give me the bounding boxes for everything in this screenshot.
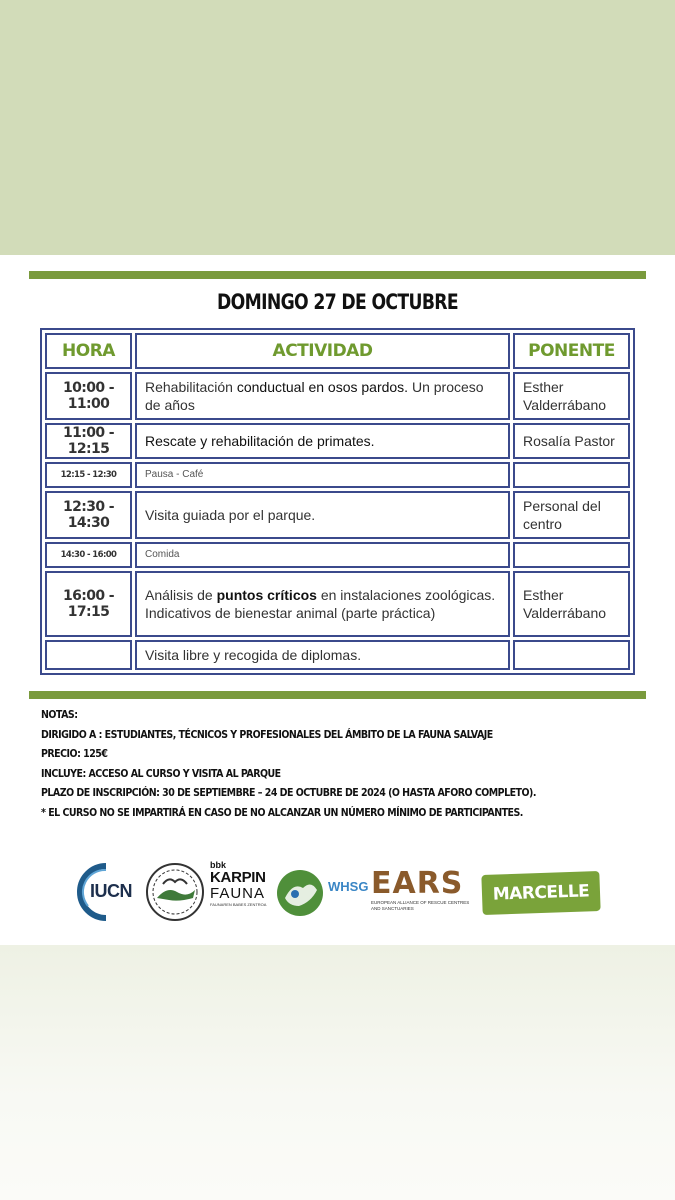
row-ponente: Rosalía Pastor [513, 423, 630, 459]
notes-dirigido: DIRIGIDO A : ESTUDIANTES, TÉCNICOS Y PROFESIONALES DEL ÁMBITO DE LA FAUNA SALVAJE [41, 727, 493, 741]
notes-label: NOTAS: [41, 708, 78, 721]
row-hora [45, 640, 132, 670]
row-ponente [513, 640, 630, 670]
row-actividad: Visita libre y recogida de diplomas. [135, 640, 510, 670]
ears-subtext-2: AND SANCTUARIES [371, 906, 414, 911]
row-hora: 16:00 - 17:15 [45, 571, 132, 637]
iucn-text: IUCN [90, 881, 132, 901]
bottom-background-band [0, 945, 675, 1200]
row-hora: 10:00 - 11:00 [45, 372, 132, 420]
marcelle-logo [481, 871, 600, 915]
row-actividad: Visita guiada por el parque. [135, 491, 510, 539]
row-actividad: Análisis de puntos críticos en instalaciones zoológicas. Indicativos de bienestar animal (parte práctica) [135, 571, 510, 637]
green-animal-logo [275, 868, 325, 918]
iucn-logo [74, 862, 138, 922]
row-actividad: Comida [135, 542, 510, 568]
whsg-logo [328, 878, 368, 902]
karpin-subtext: FAUNAREN BABES ZENTROA [210, 902, 267, 907]
header-hora: HORA [45, 333, 132, 369]
row-ponente: Esther Valderrábano [513, 571, 630, 637]
header-actividad: ACTIVIDAD [135, 333, 510, 369]
table-row [45, 491, 630, 539]
row-ponente: Esther Valderrábano [513, 372, 630, 420]
row-ponente [513, 542, 630, 568]
row-hora: 11:00 - 12:15 [45, 423, 132, 459]
notes-section [41, 708, 616, 825]
table-row [45, 640, 630, 670]
row-actividad: Rehabilitación conductual en osos pardos. Un proceso de años [135, 372, 510, 420]
schedule-table [40, 328, 635, 675]
ears-text: EARS [371, 866, 464, 901]
wildlife-seal-logo [145, 862, 205, 922]
table-row [45, 571, 630, 637]
bbk-text: bbk [210, 860, 227, 870]
notes-incluye: INCLUYE: ACCESO AL CURSO Y VISITA AL PARQUE [41, 766, 281, 780]
bottom-green-divider [29, 691, 646, 699]
ears-logo [371, 868, 479, 916]
notes-aviso: * EL CURSO NO SE IMPARTIRÁ EN CASO DE NO ALCANZAR UN NÚMERO MÍNIMO DE PARTICIPANTES. [41, 805, 523, 819]
table-row [45, 462, 630, 488]
fauna-text: FAUNA [210, 885, 266, 902]
notes-plazo: PLAZO DE INSCRIPCIÓN: 30 DE SEPTIEMBRE – 24 DE OCTUBRE DE 2024 (O HASTA AFORO COMPLETO). [41, 786, 536, 799]
marcelle-text: MARCELLE [492, 881, 590, 905]
row-hora: 12:15 - 12:30 [45, 462, 132, 488]
notes-precio: PRECIO: 125€ [41, 747, 108, 760]
row-hora: 14:30 - 16:00 [45, 542, 132, 568]
row-actividad: Rescate y rehabilitación de primates. [135, 423, 510, 459]
ears-subtext-1: EUROPEAN ALLIANCE OF RESCUE CENTRES [371, 900, 470, 905]
row-ponente [513, 462, 630, 488]
karpin-text: KARPIN [210, 869, 266, 886]
page-title: DOMINGO 27 DE OCTUBRE [216, 290, 459, 314]
whsg-text: WHSG [328, 879, 369, 894]
row-ponente: Personal del centro [513, 491, 630, 539]
top-green-divider [29, 271, 646, 279]
header-ponente: PONENTE [513, 333, 630, 369]
table-row [45, 372, 630, 420]
row-hora: 12:30 - 14:30 [45, 491, 132, 539]
table-row [45, 542, 630, 568]
table-header-row [45, 333, 630, 369]
top-background-band [0, 0, 675, 255]
karpin-fauna-logo [210, 860, 270, 926]
table-row [45, 423, 630, 459]
row-actividad: Pausa - Café [135, 462, 510, 488]
